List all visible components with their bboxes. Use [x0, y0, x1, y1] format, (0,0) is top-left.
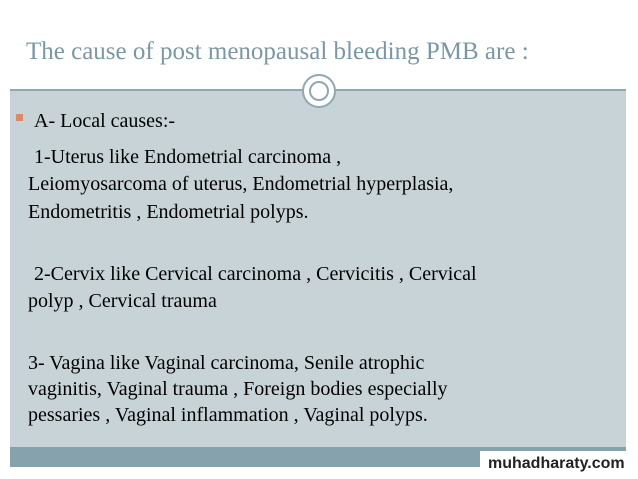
circle-ornament-icon [302, 74, 336, 108]
text-line: pessaries , Vaginal inflammation , Vaginal polyps. [28, 404, 428, 426]
text-line: vaginitis, Vaginal trauma , Foreign bodies especially [28, 378, 448, 400]
section-heading-local-causes: A- Local causes:- [34, 110, 176, 132]
text-line: 3- Vagina like Vaginal carcinoma, Senile atrophic [28, 352, 425, 374]
text-line: 2-Cervix like Cervical carcinoma , Cervicitis , Cervical [34, 263, 477, 285]
watermark-logo: muhadharaty.com [480, 451, 636, 477]
text-line: Endometritis , Endometrial polyps. [28, 201, 309, 223]
text-line: 1-Uterus like Endometrial carcinoma , [34, 146, 342, 168]
slide-title: The cause of post menopausal bleeding PMB are : [26, 38, 529, 65]
circle-ornament-inner [309, 81, 329, 101]
square-bullet-icon [16, 114, 23, 121]
text-line: Leiomyosarcoma of uterus, Endometrial hyperplasia, [28, 173, 454, 195]
text-line: polyp , Cervical trauma [28, 290, 217, 312]
